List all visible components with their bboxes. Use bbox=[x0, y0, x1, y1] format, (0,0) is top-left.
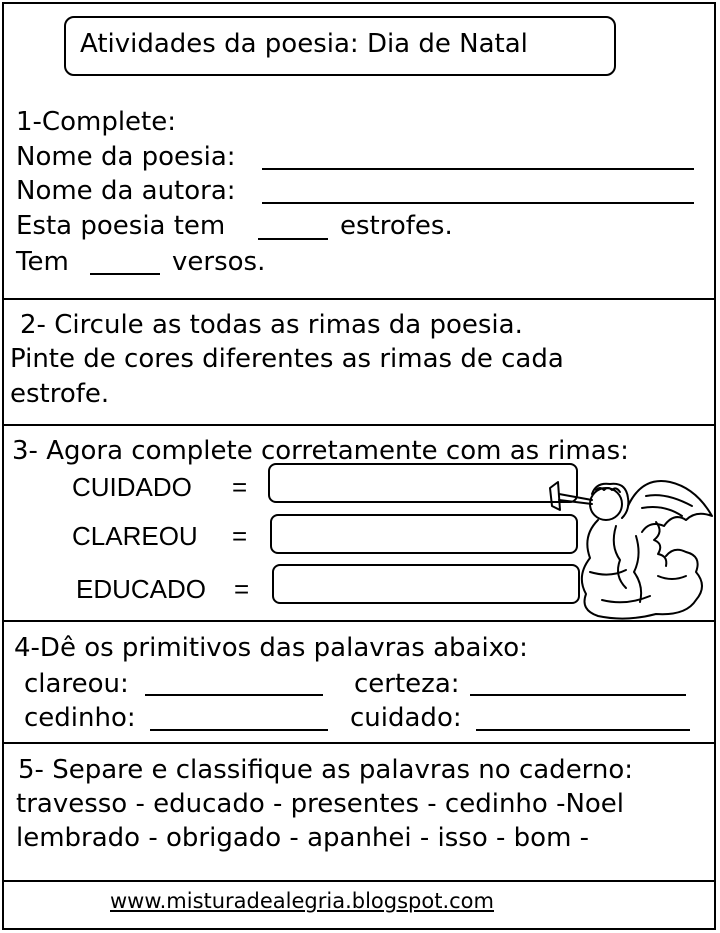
q3-answer-box-educado[interactable] bbox=[272, 564, 580, 604]
q1-verses-suffix: versos. bbox=[172, 247, 266, 277]
section-divider bbox=[4, 620, 714, 622]
q1-author-label: Nome da autora: bbox=[16, 176, 236, 206]
q4-blank-clareou[interactable] bbox=[145, 694, 323, 696]
angel-trumpet-icon bbox=[546, 476, 718, 624]
q5-word-list-line1: travesso - educado - presentes - cedinho -Noel bbox=[16, 789, 625, 819]
footer-url-link[interactable]: www.misturadealegria.blogspot.com bbox=[110, 889, 494, 913]
q2-line3: estrofe. bbox=[10, 379, 110, 409]
q4-blank-cedinho[interactable] bbox=[150, 729, 328, 731]
q3-word-educado: EDUCADO bbox=[76, 574, 207, 604]
q3-heading: 3- Agora complete corretamente com as rimas: bbox=[12, 436, 629, 466]
q4-blank-cuidado[interactable] bbox=[476, 729, 690, 731]
q1-verses-label: Tem bbox=[16, 247, 69, 277]
q2-line2: Pinte de cores diferentes as rimas de cada bbox=[10, 344, 564, 374]
section-divider bbox=[4, 424, 714, 426]
q1-stanzas-suffix: estrofes. bbox=[340, 211, 453, 241]
q5-word-list-line2: lembrado - obrigado - apanhei - isso - bom - bbox=[16, 823, 590, 853]
q1-poem-name-blank[interactable] bbox=[262, 168, 694, 170]
section-divider bbox=[4, 742, 714, 744]
q3-word-cuidado: CUIDADO bbox=[72, 472, 192, 502]
q1-heading: 1-Complete: bbox=[16, 107, 176, 137]
q3-answer-box-cuidado[interactable] bbox=[268, 463, 578, 503]
q4-word-clareou: clareou: bbox=[24, 669, 129, 699]
q3-equals: = bbox=[232, 472, 248, 502]
q1-stanzas-blank[interactable] bbox=[258, 238, 328, 240]
q1-stanzas-label: Esta poesia tem bbox=[16, 211, 226, 241]
q3-equals: = bbox=[232, 521, 248, 551]
page-title: Atividades da poesia: Dia de Natal bbox=[80, 29, 528, 59]
q3-equals: = bbox=[234, 574, 250, 604]
q1-poem-name-label: Nome da poesia: bbox=[16, 142, 236, 172]
q4-heading: 4-Dê os primitivos das palavras abaixo: bbox=[14, 633, 528, 663]
section-divider bbox=[4, 298, 714, 300]
q4-blank-certeza[interactable] bbox=[470, 694, 686, 696]
q4-word-cedinho: cedinho: bbox=[24, 703, 136, 733]
section-divider bbox=[4, 880, 714, 882]
q4-word-certeza: certeza: bbox=[354, 669, 460, 699]
q3-word-clareou: CLAREOU bbox=[72, 521, 198, 551]
q4-word-cuidado: cuidado: bbox=[350, 703, 462, 733]
q3-answer-box-clareou[interactable] bbox=[270, 514, 578, 554]
q5-heading: 5- Separe e classifique as palavras no caderno: bbox=[18, 755, 634, 785]
q1-verses-blank[interactable] bbox=[90, 273, 160, 275]
q1-author-blank[interactable] bbox=[262, 202, 694, 204]
q2-line1: 2- Circule as todas as rimas da poesia. bbox=[20, 310, 523, 340]
